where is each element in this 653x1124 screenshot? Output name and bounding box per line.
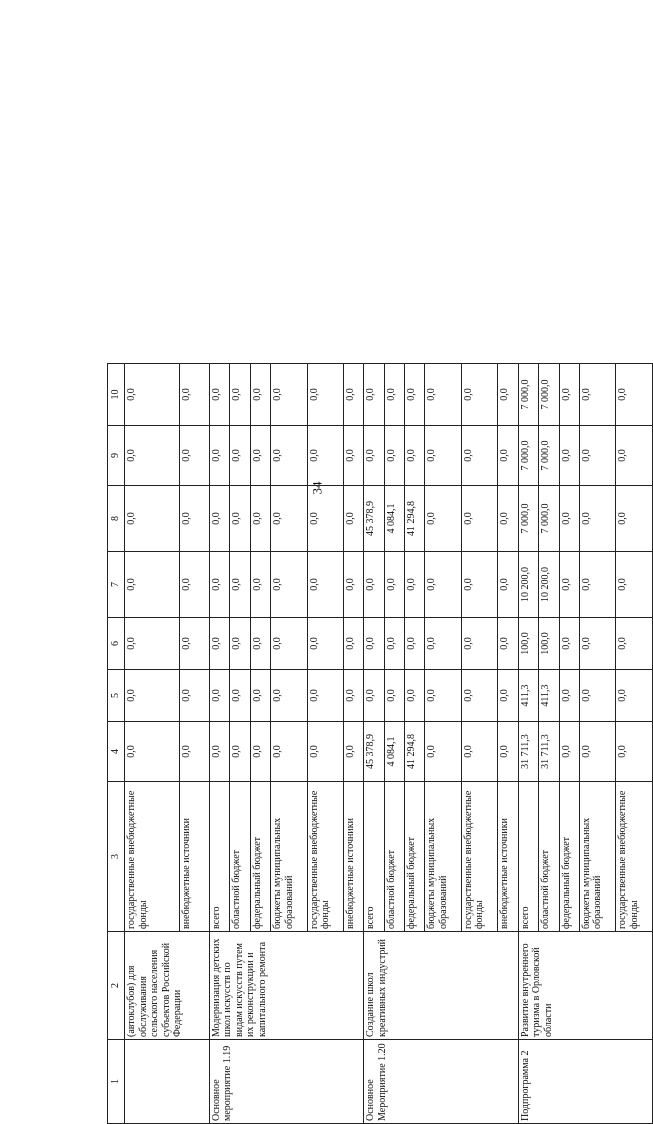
value-cell: 0,0 bbox=[271, 426, 308, 486]
value-cell: 0,0 bbox=[498, 670, 518, 722]
value-cell: 0,0 bbox=[179, 722, 209, 782]
value-cell: 0,0 bbox=[384, 670, 404, 722]
value-cell: 0,0 bbox=[271, 552, 308, 618]
header-cell: 6 bbox=[108, 618, 125, 670]
funding-source-cell: бюджеты муниципальных образований bbox=[425, 782, 462, 932]
funding-source-cell: государственные внебюджетные фонды bbox=[307, 782, 344, 932]
value-cell: 0,0 bbox=[179, 426, 209, 486]
value-cell: 4 084,1 bbox=[384, 486, 404, 552]
value-cell: 0,0 bbox=[579, 486, 616, 552]
value-cell: 0,0 bbox=[250, 670, 270, 722]
funding-source-cell: областной бюджет bbox=[539, 782, 559, 932]
value-cell: 45 378,9 bbox=[364, 486, 384, 552]
header-cell: 7 bbox=[108, 552, 125, 618]
value-cell: 0,0 bbox=[616, 364, 653, 426]
value-cell: 411,3 bbox=[539, 670, 559, 722]
value-cell: 0,0 bbox=[125, 486, 180, 552]
value-cell: 0,0 bbox=[616, 486, 653, 552]
value-cell: 0,0 bbox=[579, 364, 616, 426]
value-cell: 0,0 bbox=[461, 364, 498, 426]
program-cell: Основное Мероприятие 1.20 bbox=[364, 1040, 518, 1124]
funding-source-cell: бюджеты муниципальных образований bbox=[271, 782, 308, 932]
value-cell: 0,0 bbox=[230, 486, 250, 552]
value-cell: 0,0 bbox=[307, 670, 344, 722]
value-cell: 0,0 bbox=[344, 364, 364, 426]
value-cell: 0,0 bbox=[405, 618, 425, 670]
header-cell: 4 bbox=[108, 722, 125, 782]
value-cell: 0,0 bbox=[250, 552, 270, 618]
value-cell: 0,0 bbox=[579, 618, 616, 670]
program-cell: Основное мероприятие 1.19 bbox=[209, 1040, 363, 1124]
measure-name-cell: (автоклубов) для обслуживания сельского населения субъектов Российской Федерации bbox=[125, 932, 210, 1040]
value-cell: 0,0 bbox=[179, 670, 209, 722]
value-cell: 0,0 bbox=[125, 552, 180, 618]
value-cell: 0,0 bbox=[559, 364, 579, 426]
value-cell: 0,0 bbox=[425, 364, 462, 426]
value-cell: 0,0 bbox=[209, 552, 229, 618]
value-cell: 0,0 bbox=[179, 618, 209, 670]
value-cell: 0,0 bbox=[461, 552, 498, 618]
value-cell: 0,0 bbox=[425, 426, 462, 486]
value-cell: 7 000,0 bbox=[539, 426, 559, 486]
value-cell: 0,0 bbox=[250, 486, 270, 552]
value-cell: 0,0 bbox=[498, 618, 518, 670]
value-cell: 0,0 bbox=[364, 618, 384, 670]
value-cell: 0,0 bbox=[461, 722, 498, 782]
value-cell: 0,0 bbox=[307, 364, 344, 426]
value-cell: 0,0 bbox=[209, 618, 229, 670]
funding-source-cell: всего bbox=[209, 782, 229, 932]
value-cell: 0,0 bbox=[425, 618, 462, 670]
value-cell: 0,0 bbox=[384, 426, 404, 486]
value-cell: 0,0 bbox=[616, 426, 653, 486]
funding-source-cell: внебюджетные источники bbox=[179, 782, 209, 932]
funding-source-cell: областной бюджет bbox=[230, 782, 250, 932]
header-cell: 3 bbox=[108, 782, 125, 932]
page-number: 34 bbox=[309, 481, 325, 495]
value-cell: 100,0 bbox=[539, 618, 559, 670]
value-cell: 0,0 bbox=[364, 670, 384, 722]
value-cell: 0,0 bbox=[250, 364, 270, 426]
header-cell: 9 bbox=[108, 426, 125, 486]
value-cell: 411,3 bbox=[518, 670, 538, 722]
value-cell: 0,0 bbox=[271, 670, 308, 722]
measure-name-cell: Развитие внутреннего туризма в Орловской области bbox=[518, 932, 652, 1040]
value-cell: 10 200,0 bbox=[539, 552, 559, 618]
value-cell: 0,0 bbox=[271, 486, 308, 552]
value-cell: 10 200,0 bbox=[518, 552, 538, 618]
value-cell: 0,0 bbox=[307, 552, 344, 618]
budget-table bbox=[107, 363, 653, 1124]
value-cell: 41 294,8 bbox=[405, 486, 425, 552]
header-cell: 10 bbox=[108, 364, 125, 426]
value-cell: 0,0 bbox=[230, 364, 250, 426]
value-cell: 7 000,0 bbox=[518, 426, 538, 486]
value-cell: 0,0 bbox=[498, 364, 518, 426]
value-cell: 0,0 bbox=[271, 722, 308, 782]
table-row bbox=[364, 364, 384, 1124]
value-cell: 0,0 bbox=[209, 722, 229, 782]
value-cell: 0,0 bbox=[125, 670, 180, 722]
funding-source-cell: внебюджетные источники bbox=[498, 782, 518, 932]
value-cell: 0,0 bbox=[250, 426, 270, 486]
program-cell bbox=[125, 1040, 210, 1124]
value-cell: 0,0 bbox=[307, 426, 344, 486]
table-row bbox=[209, 364, 229, 1124]
value-cell: 0,0 bbox=[307, 722, 344, 782]
value-cell: 0,0 bbox=[498, 486, 518, 552]
value-cell: 0,0 bbox=[579, 670, 616, 722]
header-cell: 8 bbox=[108, 486, 125, 552]
value-cell: 0,0 bbox=[364, 552, 384, 618]
value-cell: 0,0 bbox=[405, 426, 425, 486]
value-cell: 0,0 bbox=[179, 486, 209, 552]
value-cell: 0,0 bbox=[125, 722, 180, 782]
value-cell: 0,0 bbox=[179, 552, 209, 618]
value-cell: 0,0 bbox=[461, 618, 498, 670]
value-cell: 0,0 bbox=[344, 486, 364, 552]
table-row bbox=[125, 364, 180, 1124]
value-cell: 7 000,0 bbox=[539, 364, 559, 426]
value-cell: 0,0 bbox=[344, 670, 364, 722]
value-cell: 31 711,3 bbox=[518, 722, 538, 782]
funding-source-cell: всего bbox=[364, 782, 384, 932]
value-cell: 0,0 bbox=[579, 426, 616, 486]
value-cell: 0,0 bbox=[307, 618, 344, 670]
value-cell: 0,0 bbox=[230, 722, 250, 782]
value-cell: 0,0 bbox=[425, 722, 462, 782]
value-cell: 0,0 bbox=[209, 364, 229, 426]
funding-source-cell: государственные внебюджетные фонды bbox=[616, 782, 653, 932]
value-cell: 0,0 bbox=[559, 722, 579, 782]
table-row bbox=[518, 364, 538, 1124]
value-cell: 7 000,0 bbox=[518, 364, 538, 426]
value-cell: 0,0 bbox=[616, 552, 653, 618]
value-cell: 0,0 bbox=[384, 618, 404, 670]
value-cell: 0,0 bbox=[384, 552, 404, 618]
funding-source-cell: бюджеты муниципальных образований bbox=[579, 782, 616, 932]
value-cell: 0,0 bbox=[344, 426, 364, 486]
value-cell: 0,0 bbox=[461, 426, 498, 486]
funding-source-cell: областной бюджет bbox=[384, 782, 404, 932]
value-cell: 0,0 bbox=[344, 552, 364, 618]
value-cell: 0,0 bbox=[364, 364, 384, 426]
value-cell: 0,0 bbox=[209, 486, 229, 552]
value-cell: 0,0 bbox=[209, 426, 229, 486]
value-cell: 0,0 bbox=[405, 552, 425, 618]
value-cell: 0,0 bbox=[498, 426, 518, 486]
value-cell: 0,0 bbox=[461, 670, 498, 722]
value-cell: 0,0 bbox=[559, 618, 579, 670]
program-cell: Подпрограмма 2 bbox=[518, 1040, 652, 1124]
value-cell: 7 000,0 bbox=[539, 486, 559, 552]
header-cell: 5 bbox=[108, 670, 125, 722]
funding-source-cell: внебюджетные источники bbox=[344, 782, 364, 932]
value-cell: 0,0 bbox=[384, 364, 404, 426]
value-cell: 0,0 bbox=[230, 618, 250, 670]
value-cell: 0,0 bbox=[559, 426, 579, 486]
value-cell: 0,0 bbox=[344, 722, 364, 782]
value-cell: 0,0 bbox=[498, 722, 518, 782]
funding-source-cell: федеральный бюджет bbox=[559, 782, 579, 932]
value-cell: 0,0 bbox=[559, 486, 579, 552]
value-cell: 0,0 bbox=[209, 670, 229, 722]
measure-name-cell: Создание школ креативных индустрий bbox=[364, 932, 518, 1040]
value-cell: 0,0 bbox=[230, 426, 250, 486]
value-cell: 0,0 bbox=[271, 618, 308, 670]
measure-name-cell: Модернизация детских школ искусств по видам искусств путем их реконструкции и капитального ремонта bbox=[209, 932, 363, 1040]
value-cell: 0,0 bbox=[616, 618, 653, 670]
funding-source-cell: федеральный бюджет bbox=[405, 782, 425, 932]
value-cell: 0,0 bbox=[579, 722, 616, 782]
value-cell: 0,0 bbox=[616, 722, 653, 782]
value-cell: 0,0 bbox=[344, 618, 364, 670]
value-cell: 0,0 bbox=[579, 552, 616, 618]
value-cell: 45 378,9 bbox=[364, 722, 384, 782]
header-cell: 2 bbox=[108, 932, 125, 1040]
value-cell: 0,0 bbox=[125, 618, 180, 670]
value-cell: 0,0 bbox=[425, 670, 462, 722]
value-cell: 0,0 bbox=[250, 722, 270, 782]
value-cell: 7 000,0 bbox=[518, 486, 538, 552]
value-cell: 0,0 bbox=[364, 426, 384, 486]
value-cell: 31 711,3 bbox=[539, 722, 559, 782]
value-cell: 0,0 bbox=[425, 552, 462, 618]
value-cell: 0,0 bbox=[230, 670, 250, 722]
rotated-table-container bbox=[107, 364, 653, 1124]
header-row bbox=[108, 364, 125, 1124]
funding-source-cell: государственные внебюджетные фонды bbox=[461, 782, 498, 932]
header-cell: 1 bbox=[108, 1040, 125, 1124]
value-cell: 0,0 bbox=[125, 426, 180, 486]
value-cell: 0,0 bbox=[271, 364, 308, 426]
funding-source-cell: государственные внебюджетные фонды bbox=[125, 782, 180, 932]
value-cell: 0,0 bbox=[179, 364, 209, 426]
value-cell: 0,0 bbox=[559, 670, 579, 722]
value-cell: 0,0 bbox=[250, 618, 270, 670]
table-body bbox=[108, 364, 653, 1124]
value-cell: 4 084,1 bbox=[384, 722, 404, 782]
value-cell: 0,0 bbox=[125, 364, 180, 426]
value-cell: 0,0 bbox=[230, 552, 250, 618]
value-cell: 0,0 bbox=[405, 670, 425, 722]
value-cell: 0,0 bbox=[405, 364, 425, 426]
value-cell: 41 294,8 bbox=[405, 722, 425, 782]
funding-source-cell: федеральный бюджет bbox=[250, 782, 270, 932]
value-cell: 0,0 bbox=[425, 486, 462, 552]
value-cell: 0,0 bbox=[461, 486, 498, 552]
value-cell: 100,0 bbox=[518, 618, 538, 670]
value-cell: 0,0 bbox=[616, 670, 653, 722]
value-cell: 0,0 bbox=[559, 552, 579, 618]
funding-source-cell: всего bbox=[518, 782, 538, 932]
value-cell: 0,0 bbox=[307, 486, 344, 552]
value-cell: 0,0 bbox=[498, 552, 518, 618]
